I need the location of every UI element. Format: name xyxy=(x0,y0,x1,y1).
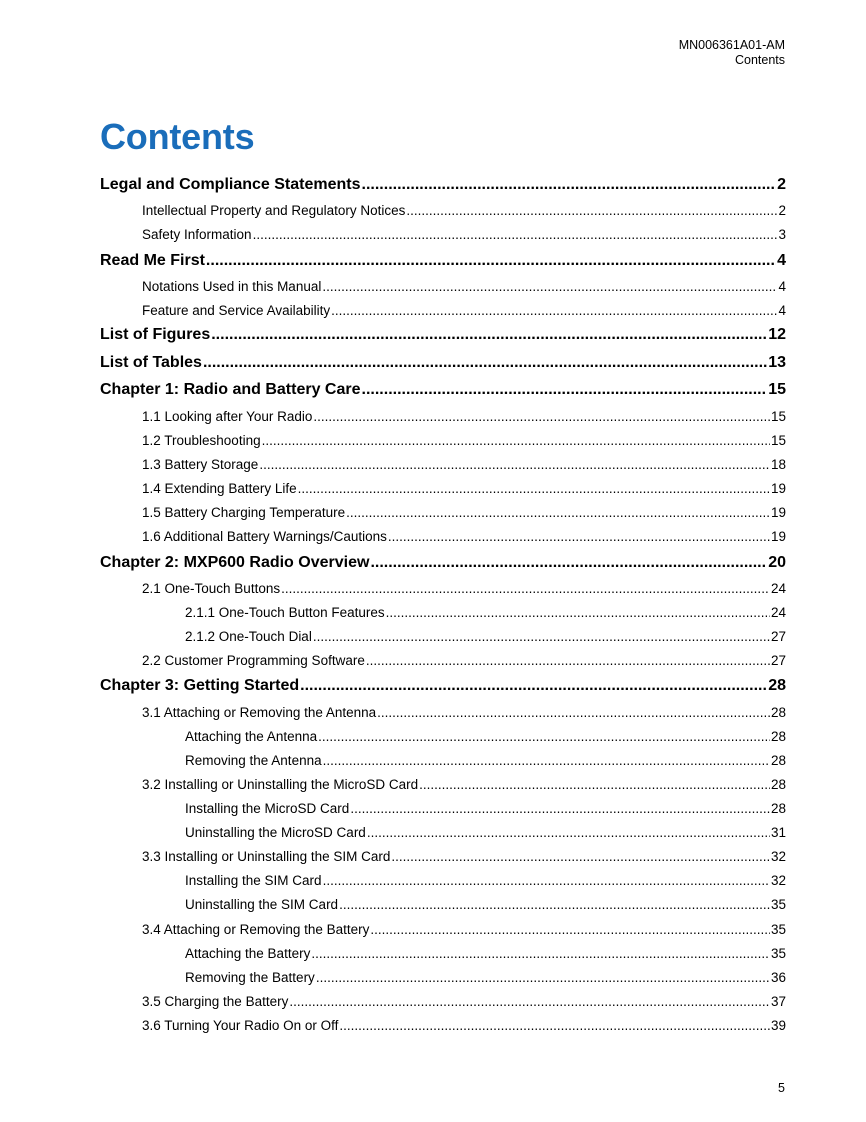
toc-entry-label: Read Me First xyxy=(100,252,205,269)
toc-entry-label: 1.2 Troubleshooting xyxy=(142,433,261,448)
toc-entry[interactable] xyxy=(185,873,786,888)
dot-leader xyxy=(366,653,770,668)
toc-entry-page: 32 xyxy=(770,849,786,864)
dot-leader xyxy=(313,629,770,644)
toc-entry[interactable] xyxy=(100,326,786,344)
toc-entry-page: 24 xyxy=(770,581,786,596)
dot-leader xyxy=(386,605,770,620)
toc-entry-page: 28 xyxy=(768,677,786,694)
toc-entry[interactable] xyxy=(185,729,786,744)
toc-entry-page: 24 xyxy=(770,605,786,620)
toc-entry-label: 3.4 Attaching or Removing the Battery xyxy=(142,922,370,937)
toc-entry-label: 1.1 Looking after Your Radio xyxy=(142,409,313,424)
toc-entry[interactable] xyxy=(100,252,786,270)
toc-entry[interactable] xyxy=(142,705,786,720)
toc-entry-page: 28 xyxy=(770,729,786,744)
toc-entry-label: 1.3 Battery Storage xyxy=(142,457,259,472)
toc-entry-page: 20 xyxy=(768,554,786,571)
toc-entry[interactable] xyxy=(142,433,786,448)
dot-leader xyxy=(339,897,770,912)
toc-entry-label: Uninstalling the SIM Card xyxy=(185,897,339,912)
toc-entry[interactable] xyxy=(142,279,786,294)
toc-entry-label: Removing the Battery xyxy=(185,970,315,985)
dot-leader xyxy=(322,279,777,294)
toc-entry-page: 28 xyxy=(770,753,786,768)
toc-entry-label: Chapter 2: MXP600 Radio Overview xyxy=(100,554,370,571)
dot-leader xyxy=(316,970,770,985)
dot-leader xyxy=(313,409,770,424)
toc-entry[interactable] xyxy=(142,505,786,520)
dot-leader xyxy=(419,777,770,792)
dot-leader xyxy=(391,849,770,864)
toc-entry-label: Chapter 3: Getting Started xyxy=(100,677,300,694)
toc-entry-page: 35 xyxy=(770,946,786,961)
dot-leader xyxy=(406,203,777,218)
toc-entry[interactable] xyxy=(142,777,786,792)
toc-entry[interactable] xyxy=(185,946,786,961)
toc-entry[interactable] xyxy=(100,354,786,372)
toc-entry-page: 37 xyxy=(770,994,786,1009)
dot-leader xyxy=(362,176,777,194)
toc-entry[interactable] xyxy=(142,203,786,218)
dot-leader xyxy=(300,677,767,695)
toc-entry-page: 28 xyxy=(770,801,786,816)
dot-leader xyxy=(253,227,778,242)
toc-entry-label: 3.6 Turning Your Radio On or Off xyxy=(142,1018,339,1033)
toc-entry-page: 12 xyxy=(768,326,786,343)
dot-leader xyxy=(370,922,770,937)
toc-entry-page: 2 xyxy=(777,176,786,193)
toc-entry-label: Safety Information xyxy=(142,227,252,242)
toc-entry-page: 2 xyxy=(778,203,786,218)
toc-entry-label: 3.2 Installing or Uninstalling the MicroSD Card xyxy=(142,777,419,792)
dot-leader xyxy=(377,705,770,720)
toc-entry-page: 35 xyxy=(770,922,786,937)
dot-leader xyxy=(362,381,768,399)
toc-entry[interactable] xyxy=(100,176,786,194)
toc-entry-page: 28 xyxy=(770,705,786,720)
toc-entry-page: 36 xyxy=(770,970,786,985)
toc-entry-label: Attaching the Antenna xyxy=(185,729,318,744)
toc-entry-label: 1.4 Extending Battery Life xyxy=(142,481,297,496)
toc-entry-page: 19 xyxy=(770,529,786,544)
dot-leader xyxy=(289,994,770,1009)
toc-entry-page: 15 xyxy=(770,409,786,424)
toc-entry[interactable] xyxy=(142,653,786,668)
toc-entry-label: 2.2 Customer Programming Software xyxy=(142,653,365,668)
dot-leader xyxy=(388,529,770,544)
dot-leader xyxy=(318,729,770,744)
toc-entry-page: 28 xyxy=(770,777,786,792)
toc-entry-label: Removing the Antenna xyxy=(185,753,322,768)
toc-entry-label: 1.5 Battery Charging Temperature xyxy=(142,505,346,520)
section-name: Contents xyxy=(734,53,785,67)
toc-entry[interactable] xyxy=(100,554,786,572)
toc-entry[interactable] xyxy=(100,381,786,399)
toc-entry-page: 18 xyxy=(770,457,786,472)
toc-entry[interactable] xyxy=(142,303,786,318)
toc-entry[interactable] xyxy=(185,825,786,840)
toc-entry[interactable] xyxy=(185,970,786,985)
dot-leader xyxy=(331,303,777,318)
toc-entry[interactable] xyxy=(185,753,786,768)
toc-entry-label: Installing the SIM Card xyxy=(185,873,322,888)
toc-entry-label: 2.1.2 One-Touch Dial xyxy=(185,629,312,644)
toc-entry[interactable] xyxy=(185,801,786,816)
toc-entry-label: Uninstalling the MicroSD Card xyxy=(185,825,366,840)
toc-entry[interactable] xyxy=(142,529,786,544)
toc-entry[interactable] xyxy=(142,457,786,472)
toc-entry-label: 3.3 Installing or Uninstalling the SIM Card xyxy=(142,849,391,864)
toc-entry-page: 19 xyxy=(770,481,786,496)
toc-entry-label: Intellectual Property and Regulatory Notices xyxy=(142,203,406,218)
dot-leader xyxy=(311,946,770,961)
toc-entry-page: 27 xyxy=(770,629,786,644)
dot-leader xyxy=(203,354,767,372)
dot-leader xyxy=(281,581,770,596)
toc-entry-label: 1.6 Additional Battery Warnings/Cautions xyxy=(142,529,387,544)
toc-entry-page: 4 xyxy=(778,279,786,294)
dot-leader xyxy=(339,1018,770,1033)
toc-entry-page: 15 xyxy=(770,433,786,448)
dot-leader xyxy=(350,801,770,816)
dot-leader xyxy=(262,433,770,448)
toc-entry-label: 3.1 Attaching or Removing the Antenna xyxy=(142,705,377,720)
dot-leader xyxy=(298,481,770,496)
toc-entry-page: 4 xyxy=(777,252,786,269)
dot-leader xyxy=(323,753,770,768)
dot-leader xyxy=(370,554,767,572)
toc-entry-label: List of Figures xyxy=(100,326,211,343)
toc-entry[interactable] xyxy=(142,481,786,496)
toc-entry-label: 2.1 One-Touch Buttons xyxy=(142,581,281,596)
toc-entry-page: 15 xyxy=(768,381,786,398)
toc-entry-page: 3 xyxy=(778,227,786,242)
toc-entry[interactable] xyxy=(142,922,786,937)
toc-entry-label: Notations Used in this Manual xyxy=(142,279,322,294)
toc-entry-label: Legal and Compliance Statements xyxy=(100,176,361,193)
toc-entry-label: Installing the MicroSD Card xyxy=(185,801,350,816)
toc-entry[interactable] xyxy=(142,581,786,596)
toc-entry[interactable] xyxy=(185,897,786,912)
toc-entry-page: 32 xyxy=(770,873,786,888)
toc-entry-page: 31 xyxy=(770,825,786,840)
toc-entry-label: Feature and Service Availability xyxy=(142,303,331,318)
dot-leader xyxy=(259,457,770,472)
toc-entry[interactable] xyxy=(142,409,786,424)
toc-entry[interactable] xyxy=(142,1018,786,1033)
dot-leader xyxy=(211,326,767,344)
toc-entry-page: 4 xyxy=(778,303,786,318)
toc-entry-page: 19 xyxy=(770,505,786,520)
document-id: MN006361A01-AM xyxy=(678,38,785,52)
toc-entry-page: 35 xyxy=(770,897,786,912)
toc-entry[interactable] xyxy=(142,227,786,242)
toc-entry-page: 13 xyxy=(768,354,786,371)
dot-leader xyxy=(346,505,770,520)
toc-entry-page: 39 xyxy=(770,1018,786,1033)
toc-entry-page: 27 xyxy=(770,653,786,668)
toc-entry-label: 3.5 Charging the Battery xyxy=(142,994,289,1009)
dot-leader xyxy=(323,873,770,888)
page-number: 5 xyxy=(778,1081,785,1095)
toc-entry[interactable] xyxy=(142,849,786,864)
running-header xyxy=(679,38,785,68)
toc-entry[interactable] xyxy=(185,605,786,620)
toc-entry-label: Attaching the Battery xyxy=(185,946,311,961)
dot-leader xyxy=(367,825,770,840)
dot-leader xyxy=(206,252,776,270)
toc-entry[interactable] xyxy=(142,994,786,1009)
toc-entry-label: 2.1.1 One-Touch Button Features xyxy=(185,605,385,620)
page-title: Contents xyxy=(100,116,255,157)
toc-entry-label: Chapter 1: Radio and Battery Care xyxy=(100,381,361,398)
toc-entry-label: List of Tables xyxy=(100,354,202,371)
toc-entry[interactable] xyxy=(100,677,786,695)
toc-entry[interactable] xyxy=(185,629,786,644)
